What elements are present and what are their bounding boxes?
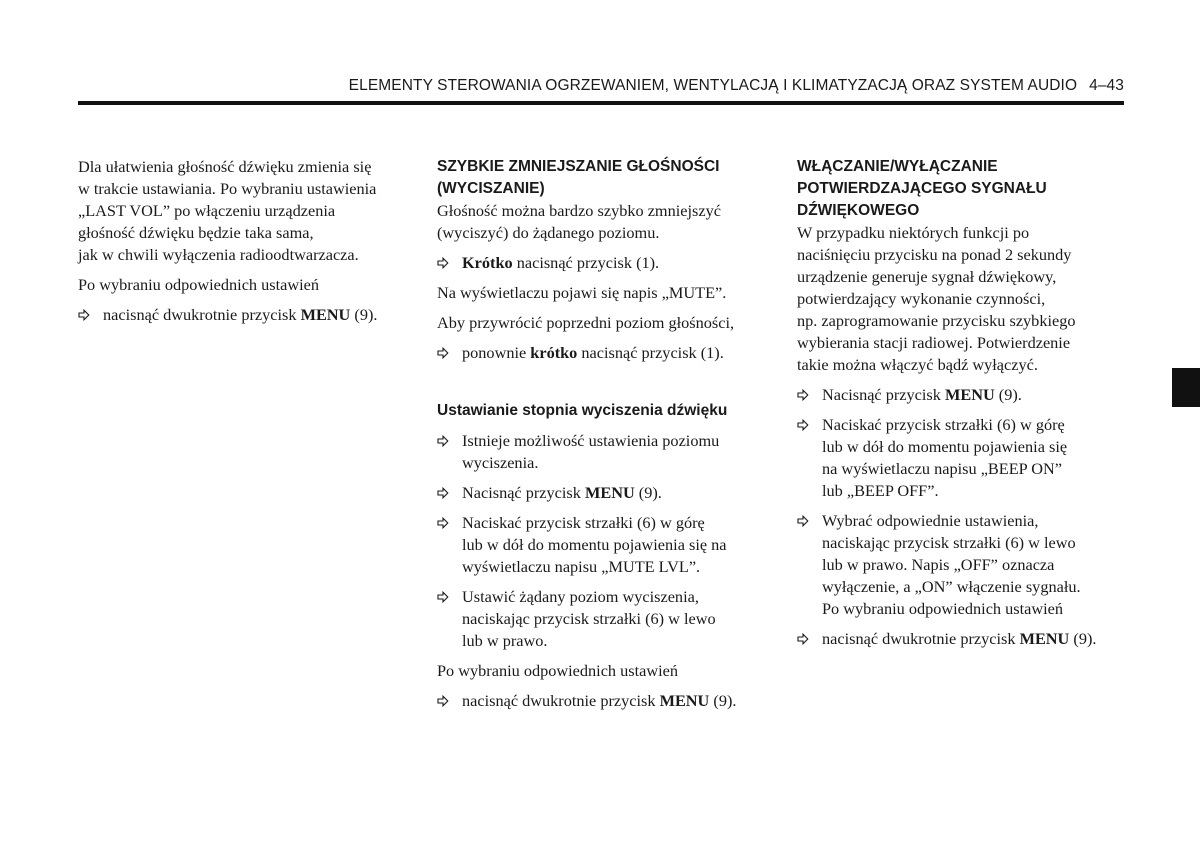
bullet-item: nacisnąć dwukrotnie przycisk MENU (9). <box>797 628 1137 650</box>
arrow-right-icon <box>797 384 812 406</box>
bullet-item: Nacisnąć przycisk MENU (9). <box>797 384 1137 406</box>
header-title: ELEMENTY STEROWANIA OGRZEWANIEM, WENTYLACJĄ I KLIMATYZACJĄ ORAZ SYSTEM AUDIO <box>348 77 1078 94</box>
arrow-right-icon <box>437 430 452 452</box>
bullet-item: nacisnąć dwukrotnie przycisk MENU (9). <box>78 304 413 326</box>
running-header <box>78 77 1124 95</box>
bullet-item: Ustawić żądany poziom wyciszenia, naciskając przycisk strzałki (6) w lewo lub w prawo. <box>437 586 782 652</box>
bullet-item: Naciskać przycisk strzałki (6) w górę lub w dół do momentu pojawienia się na wyświetlaczu napisu „MUTE LVL”. <box>437 512 782 578</box>
paragraph-after-settings: Po wybraniu odpowiednich ustawień <box>78 275 320 294</box>
paragraph-mute-intro: Głośność można bardzo szybko zmniejszyć (wyciszyć) do żądanego poziomu. <box>437 201 721 242</box>
bullet-item: nacisnąć dwukrotnie przycisk MENU (9). <box>437 690 782 712</box>
page-number: 4–43 <box>1089 77 1124 94</box>
arrow-right-icon <box>437 482 452 504</box>
paragraph-last-vol: Dla ułatwienia głośność dźwięku zmienia się w trakcie ustawiania. Po wybraniu ustawienia „LAST VOL” po włączeniu urządzenia głośność dźwięku będzie taka sama, jak w chwili wyłączenia radioodtwarzacza. <box>78 157 377 264</box>
header-rule <box>78 101 1124 105</box>
bullet-item: Istnieje możliwość ustawienia poziomu wyciszenia. <box>437 430 782 474</box>
arrow-right-icon <box>437 512 452 534</box>
bullet-item: Wybrać odpowiednie ustawienia, naciskając przycisk strzałki (6) w lewo lub w prawo. Napis „OFF” oznacza wyłączenie, a „ON” włączenie sygnału. Po wybraniu odpowiednich ustawień <box>797 510 1137 620</box>
paragraph-restore-volume: Aby przywrócić poprzedni poziom głośności, <box>437 313 735 332</box>
arrow-right-icon <box>437 342 452 364</box>
column-2 <box>437 156 782 720</box>
paragraph-after-settings: Po wybraniu odpowiednich ustawień <box>437 661 679 680</box>
bullet-item: Nacisnąć przycisk MENU (9). <box>437 482 782 504</box>
column-3 <box>797 156 1137 658</box>
section-heading-mute: SZYBKIE ZMNIEJSZANIE GŁOŚNOŚCI (WYCISZANIE) <box>437 158 720 197</box>
section-heading-beep: WŁĄCZANIE/WYŁĄCZANIE POTWIERDZAJĄCEGO SYGNAŁU DŹWIĘKOWEGO <box>797 158 1047 219</box>
bullet-item: ponownie krótko nacisnąć przycisk (1). <box>437 342 782 364</box>
subsection-heading-mute-level: Ustawianie stopnia wyciszenia dźwięku <box>437 402 728 419</box>
chapter-tab-marker <box>1172 368 1200 407</box>
arrow-right-icon <box>797 510 812 532</box>
arrow-right-icon <box>797 628 812 650</box>
paragraph-mute-display: Na wyświetlaczu pojawi się napis „MUTE”. <box>437 283 727 302</box>
arrow-right-icon <box>437 252 452 274</box>
arrow-right-icon <box>797 414 812 436</box>
arrow-right-icon <box>437 586 452 608</box>
bullet-item: Krótko nacisnąć przycisk (1). <box>437 252 782 274</box>
arrow-right-icon <box>78 304 93 326</box>
column-1 <box>78 156 413 334</box>
bullet-item: Naciskać przycisk strzałki (6) w górę lub w dół do momentu pojawienia się na wyświetlaczu napisu „BEEP ON” lub „BEEP OFF”. <box>797 414 1137 502</box>
arrow-right-icon <box>437 690 452 712</box>
paragraph-beep-intro: W przypadku niektórych funkcji po naciśnięciu przycisku na ponad 2 sekundy urządzenie generuje sygnał dźwiękowy, potwierdzający wykonanie czynności, np. zaprogramowanie przycisku szybkiego wybierania stacji radiowej. Potwierdzenie takie można włączyć bądź wyłączyć. <box>797 223 1076 374</box>
